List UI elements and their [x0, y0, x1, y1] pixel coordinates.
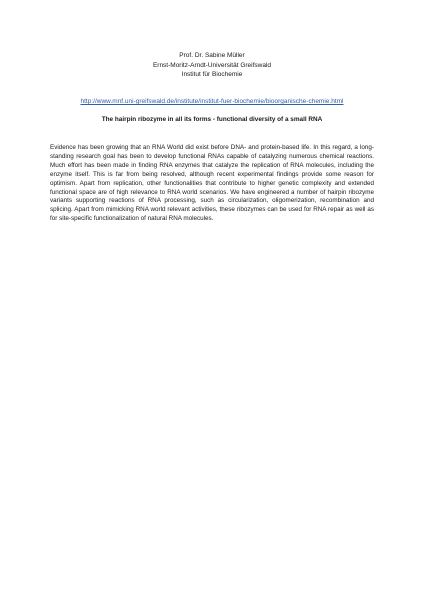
abstract-title: The hairpin ribozyme in all its forms - functional diversity of a small RNA: [101, 116, 323, 123]
institute-name: Institut für Biochemie: [181, 71, 243, 78]
institute-link-line: [0, 97, 424, 106]
author-header: [0, 51, 424, 80]
abstract-body: Evidence has been growing that an RNA World did exist before DNA- and protein-based life. In this regard, a long-standing research goal has been to develop functional RNAs capable of catalyzing numerous chemical reactions. Much effort has been made in finding RNA enzymes that catalyze the replication of RNA molecules, including the enzyme itself. This is far from being resolved, although recent experimental findings provide some reason for optimism. Apart from replication, other functionalities that contribute to higher genetic complexity and extended functional space are of high relevance to RNA world scenarios. We have engineered a number of hairpin ribozyme variants supporting reactions of RNA processing, such as circularization, oligomerization, recombination and splicing. Apart from mimicking RNA world relevant activities, these ribozymes can be used for RNA repair as well as for site-specific functionalization of natural RNA molecules.: [50, 144, 374, 223]
university-name: Ernst-Moritz-Arndt-Universität Greifswald: [152, 61, 272, 69]
institute-link[interactable]: http://www.mnf.uni-greifswald.de/institute/institut-fuer-biochemie/bioorganische-chemie.html: [80, 98, 344, 105]
author-name: Prof. Dr. Sabine Müller: [179, 52, 245, 59]
